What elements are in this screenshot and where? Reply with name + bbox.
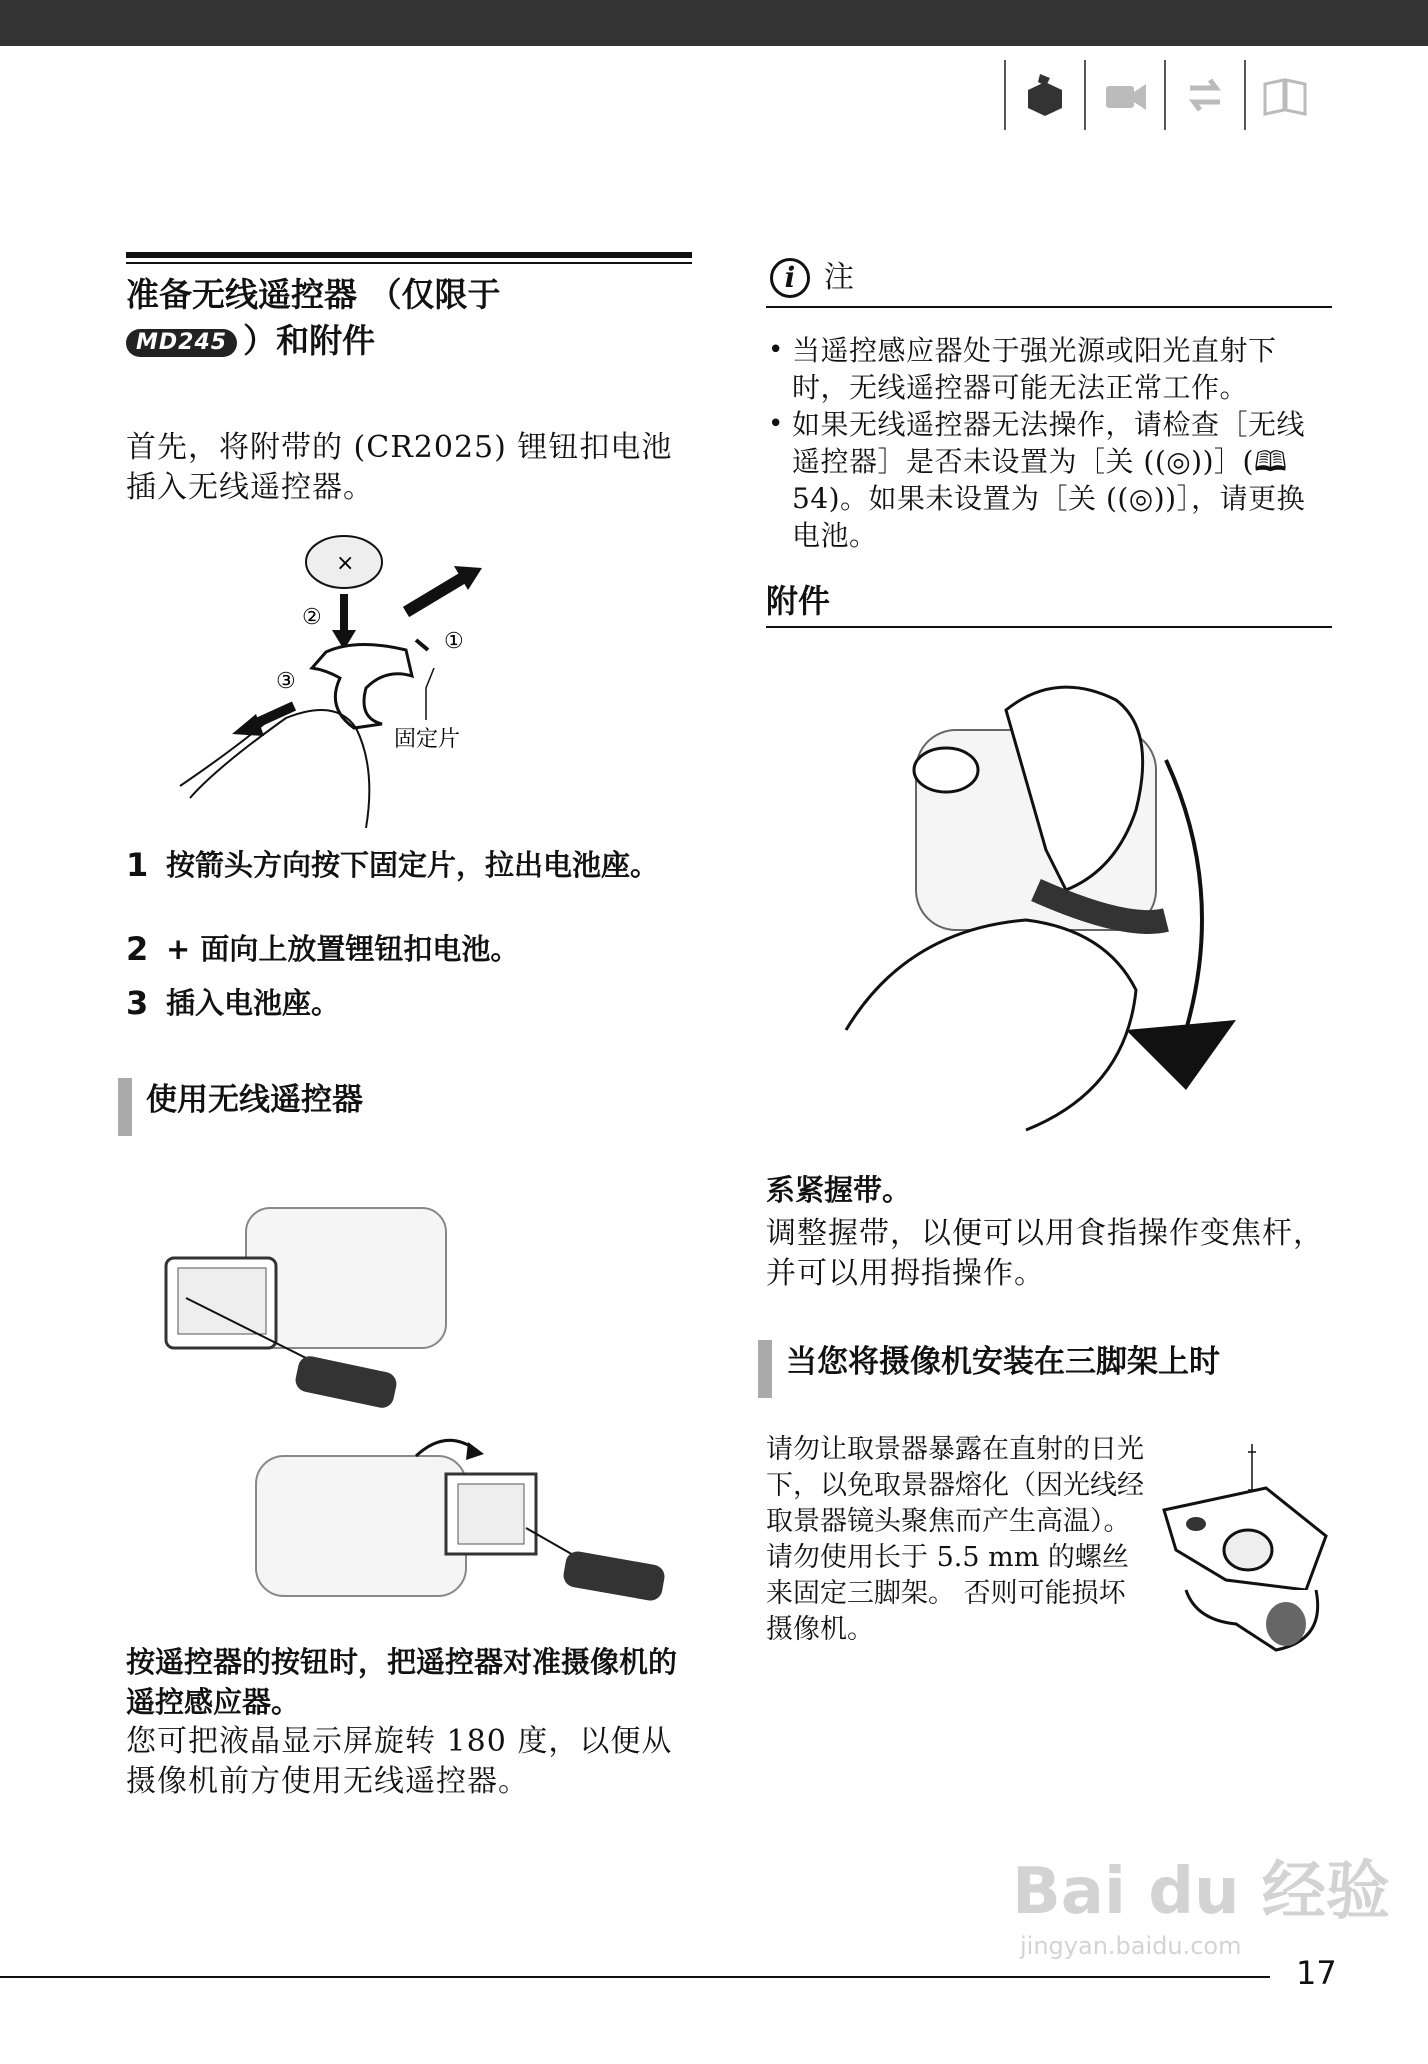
intro-text: 首先，将附带的 (CR2025) 锂钮扣电池插入无线遥控器。 <box>126 430 673 505</box>
book-icon[interactable] <box>1244 60 1324 130</box>
step-1 <box>126 846 692 884</box>
arrows-icon[interactable] <box>1164 60 1244 130</box>
step-3 <box>126 984 692 1022</box>
footer-rule <box>0 1976 1270 1978</box>
grip-belt-figure <box>826 670 1286 1150</box>
note-item: • 当遥控感应器处于强光源或阳光直射下时，无线遥控器可能无法正常工作。 <box>766 332 1332 406</box>
note-header <box>766 256 1332 308</box>
section-rule <box>766 626 1332 628</box>
tripod-text: 请勿让取景器暴露在直射的日光下，以免取景器熔化（因光线经取景器镜头聚焦而产生高温）。请勿使用长于 5.5 mm 的螺丝来固定三脚架。 否则可能损坏摄像机。 <box>766 1434 1144 1645</box>
model-badge: MD245 <box>126 329 237 357</box>
watermark-url: jingyan.baidu.com <box>1020 1932 1242 1960</box>
remote-usage-figure <box>146 1188 706 1628</box>
step-text: + 面向上放置锂钮扣电池。 <box>166 932 520 966</box>
step-number: 1 <box>126 846 149 884</box>
tripod-heading: 当您将摄像机安装在三脚架上时 <box>758 1340 1220 1398</box>
step-number: 3 <box>126 984 149 1022</box>
battery-insertion-figure <box>176 528 616 828</box>
callout-2: ② <box>302 605 322 630</box>
step-2 <box>126 930 692 968</box>
use-remote-detail: 您可把液晶显示屏旋转 180 度，以便从摄像机前方使用无线遥控器。 <box>126 1724 673 1799</box>
notes-list <box>766 332 1332 554</box>
step-text: 插入电池座。 <box>166 986 341 1020</box>
header-bar <box>0 0 1428 46</box>
section-title <box>126 272 692 364</box>
callout-stopper: 固定片 <box>394 727 461 752</box>
use-remote-instruction: 按遥控器的按钮时，把遥控器对准摄像机的遥控感应器。 <box>126 1645 678 1719</box>
callout-1: ① <box>444 629 464 654</box>
callout-3: ③ <box>276 669 296 694</box>
section-title-line1: 准备无线遥控器 （仅限于 <box>126 275 501 314</box>
prepare-icon[interactable] <box>1004 60 1084 130</box>
camera-icon[interactable] <box>1084 60 1164 130</box>
info-icon: i <box>770 258 810 298</box>
watermark-brand: Bai du 经验 <box>1012 1855 1390 1929</box>
use-remote-heading: 使用无线遥控器 <box>118 1078 363 1136</box>
section-rule <box>126 252 692 258</box>
strap-detail: 调整握带，以便可以用食指操作变焦杆，并可以用拇指操作。 <box>766 1216 1324 1291</box>
step-number: 2 <box>126 930 149 968</box>
page-number: 17 <box>1296 1954 1337 1992</box>
svg-text:×: × <box>336 551 355 576</box>
note-label: 注 <box>824 260 854 295</box>
note-item: • 如果无线遥控器无法操作，请检查［无线遥控器］是否未设置为［关 ((◎))］(🕮 54)。如果未设置为［关 ((◎))］，请更换电池。 <box>766 406 1332 554</box>
section-rule <box>126 262 692 264</box>
step-text: 按箭头方向按下固定片，拉出电池座。 <box>166 848 660 882</box>
watermark <box>1012 1840 1390 1960</box>
accessories-title: 附件 <box>766 582 831 620</box>
tripod-figure <box>1156 1440 1332 1660</box>
section-title-line2: ）和附件 <box>243 321 376 360</box>
strap-instruction: 系紧握带。 <box>766 1173 912 1207</box>
chapter-nav <box>1004 60 1324 130</box>
